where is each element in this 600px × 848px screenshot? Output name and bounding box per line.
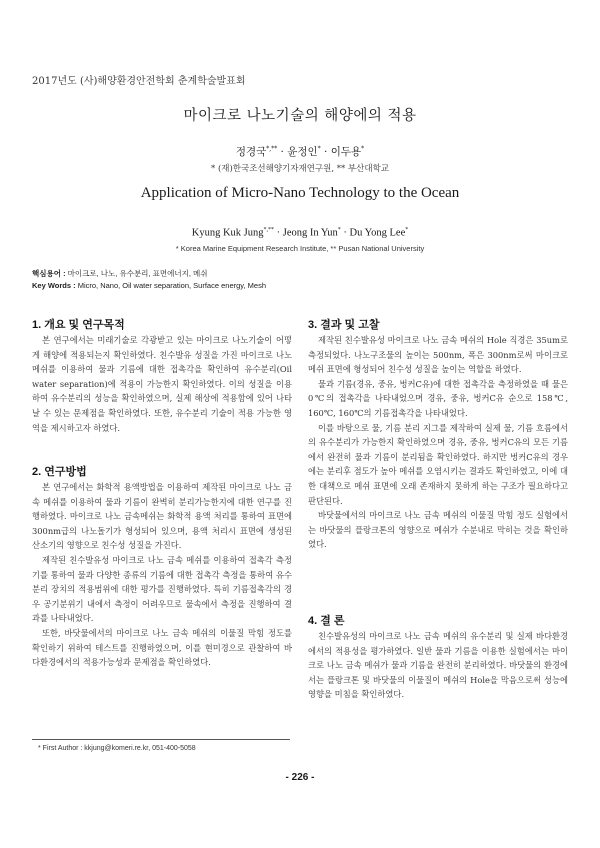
author-name: Jeong In Yun (282, 227, 338, 239)
keywords-english (32, 281, 266, 290)
author-superscript: *,** (266, 145, 278, 153)
paragraph: 제작된 친수발유성 마이크로 나노 금속 메쉬의 Hole 직경은 35um로 측정되었다. 나노구조물의 높이는 500nm, 폭은 300nm로써 마이크로 메쉬 표면에 형성되어 친수성 성질을 높이는 역할을 하였다. (308, 335, 568, 375)
keywords-english-label: Key Words : (32, 281, 76, 290)
author-name: Du Yong Lee (349, 227, 406, 239)
paragraph: 친수발유성의 마이크로 나노 금속 메쉬의 유수분리 및 실제 바다환경에서의 적용성을 평가하였다. 일반 물과 기름을 이용한 실험에서는 마이크로 나노 금속 메쉬가 물과 기름을 완전히 분리하였다. 바닷물의 환경에서는 플랑크톤 및 바닷물의 이물질이 메쉬의 Hole을 막음으로써 성능에 영향을 미침을 확인하였다. (308, 631, 568, 700)
author-name: 정경국 (235, 146, 267, 158)
korean-affiliation: * (재)한국조선해양기자재연구원, ** 부산대학교 (211, 164, 389, 174)
author-separator: · (320, 146, 331, 158)
page-number: - 226 - (285, 772, 315, 783)
paragraph: 본 연구에서는 화학적 용액방법을 이용하여 제작된 마이크로 나노 금속 메쉬를 이용하여 물과 기름이 완벽히 분리가능한지에 대한 연구를 진행하였다. 마이크로 나노 금속메쉬는 화학적 용액 처리를 통하여 표면에 300nm급의 나노돌기가 형성되어 있으며, 용액 처리시 표면에 생성된 산소기의 영향으로 친수성 성질을 가진다. (32, 482, 292, 551)
english-title: Application of Micro-Nano Technology to the Ocean (140, 185, 460, 201)
keywords-english-text: Micro, Nano, Oil water separation, Surface energy, Mesh (75, 281, 266, 290)
section-2-heading: 2. 연구방법 (32, 466, 87, 478)
english-affiliation: * Korea Marine Equipment Research Institute, ** Pusan National University (175, 244, 425, 253)
author-name: 이두용 (330, 146, 362, 158)
section-3-heading: 3. 결과 및 고찰 (308, 319, 380, 331)
paragraph: 바닷물에서의 마이크로 나노 금속 메쉬의 이물질 막힘 정도 실험에서는 바닷물의 플랑크톤의 영향으로 메쉬가 수분내로 막히는 것을 확인하였다. (308, 510, 568, 550)
section-4-body (308, 629, 568, 702)
section-3-body (308, 333, 568, 552)
author-superscript: *,** (263, 227, 274, 233)
footnote: * First Author : kkjung@komeri.re.kr, 051-400-5058 (38, 745, 196, 752)
paragraph: 또한, 바닷물에서의 마이크로 나노 금속 메쉬의 이물질 막힘 정도를 확인하기 위하여 테스트를 진행하였으며, 이를 현미경으로 관찰하여 바다환경에서의 적용가능성과 문제점을 확인하였다. (32, 627, 292, 668)
section-2-body (32, 480, 292, 670)
section-1-body (32, 333, 292, 435)
paragraph: 제작된 친수발유성 마이크로 나노 금속 메쉬를 이용하여 접촉각 측정기를 통하여 물과 다양한 종류의 기름에 대한 접촉각 측정을 통하여 유수분리 장치의 적용범위에 대한 평가를 진행하였다. 특히 기름접촉각의 경우 공기분위기 내에서 측정이 어려우므로 물속에서 측정을 진행하여 결과를 나타내었다. (32, 554, 292, 624)
paragraph: 본 연구에서는 미래기술로 각광받고 있는 마이크로 나노기술이 어떻게 해양에 적용되는지 확인하였다. 친수발유 성질을 가진 마이크로 나노 메쉬를 이용하여 물과 기름에 대한 접촉각을 확인하여 유수분리(Oil water separation)에 적용이 가능한지 확인하였다. 이의 성질을 이용하여 유수분리의 성능을 확인하였으며, 실제 해상에 적용함에 있어 나타날 수 있는 문제점을 확인하였다. 또한, 유수분리 기술이 적용 가능한 영역을 제시하고자 하였다. (32, 335, 292, 433)
paragraph: 물과 기름(경유, 중유, 벙커C유)에 대한 접촉각을 측정하였을 때 물은 0℃의 접촉각을 나타내었으며 경유, 중유, 벙커C유 순으로 158℃, 160℃, 160℃의 기름접촉각을 나타내었다. (308, 378, 568, 418)
korean-authors (0, 144, 600, 159)
author-superscript: * (361, 145, 365, 153)
author-superscript: * (405, 227, 409, 233)
keywords-korean-label: 핵심용어 : (32, 269, 66, 278)
author-separator: · (277, 146, 288, 158)
author-superscript: * (337, 227, 341, 233)
author-name: Kyung Kuk Jung (191, 227, 264, 239)
author-separator: · (340, 227, 350, 239)
author-name: 윤정인 (287, 146, 318, 158)
footnote-divider (32, 739, 290, 740)
keywords-korean-text: 마이크로, 나노, 유수분리, 표면에너지, 메쉬 (65, 269, 208, 278)
section-1-heading: 1. 개요 및 연구목적 (32, 319, 125, 331)
conference-header: 2017년도 (사)해양환경안전학회 춘계학술발표회 (32, 76, 246, 87)
paragraph: 이를 바탕으로 물, 기름 분리 지그를 제작하여 실제 물, 기름 흐름에서의 유수분리가 가능한지 확인하였으며 경유, 중유, 벙커C유의 모든 기름에서 완전히 물과 기름이 분리됨을 확인하였다. 하지만 벙커C유의 경우에는 분리후 점도가 높아 메쉬를 오염시키는 결과도 확인하였고, 이에 대한 대책으로 메쉬 표면에 오래 존재하지 못하게 하는 구조가 필요하다고 판단된다. (308, 422, 568, 506)
section-4-heading: 4. 결 론 (308, 615, 345, 627)
korean-title: 마이크로 나노기술의 해양에의 적용 (183, 108, 417, 124)
keywords-korean (32, 268, 207, 279)
author-superscript: * (317, 145, 321, 153)
author-separator: · (274, 227, 283, 239)
english-authors (0, 227, 600, 239)
